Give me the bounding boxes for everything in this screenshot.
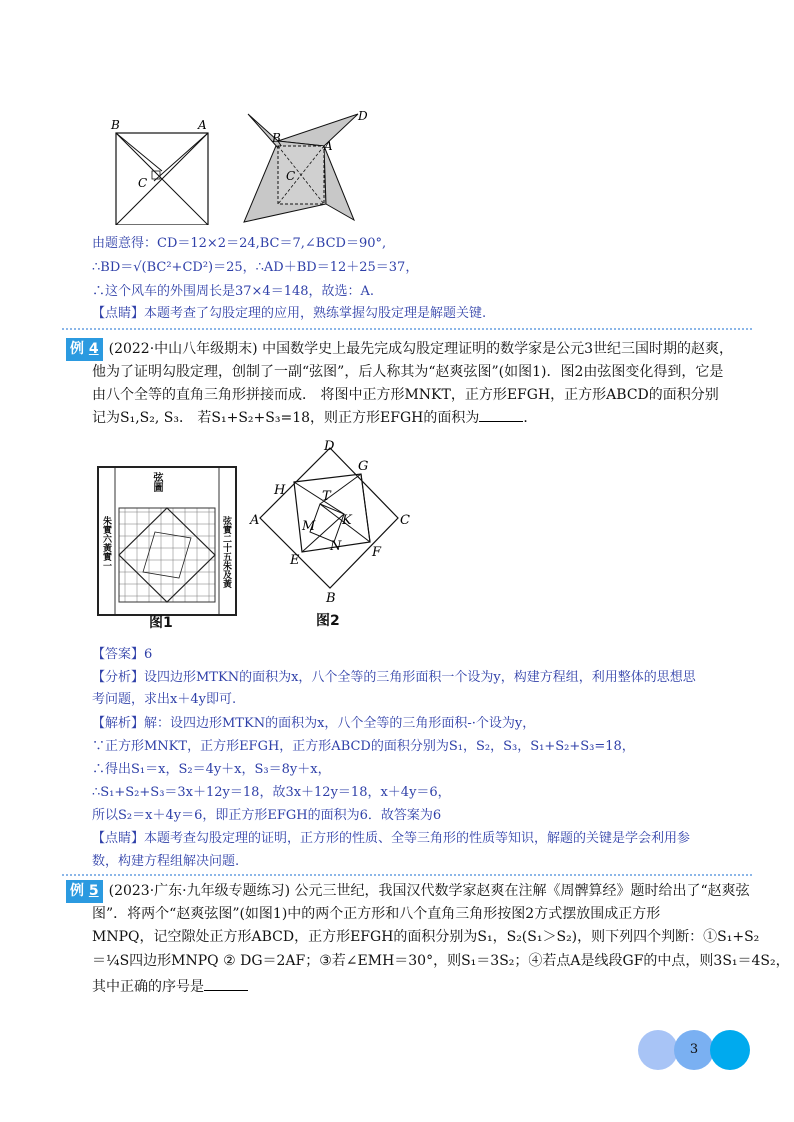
label-t: T — [322, 489, 331, 504]
fig1-right-text: 弦實二十五朱及黃 — [221, 516, 231, 588]
analysis-line: 【分析】设四边形MTKN的面积为x，八个全等的三角形面积一个设为y，构建方程组，利用整体的思想思 — [92, 670, 696, 685]
label-d: D — [324, 439, 335, 454]
example-4-line: 记为S₁,S₂, S₃． 若S₁+S₂+S₃=18，则正方形EFGH的面积为 ． — [92, 410, 538, 426]
solution-line: ∴S₁+S₂+S₃＝3x＋12y＝18，故3x＋12y＝18，x＋4y＝6， — [92, 785, 451, 800]
answer-line: 【答案】6 — [92, 647, 153, 662]
label-k: K — [342, 513, 352, 528]
note-line: 【点睛】本题考查了勾股定理的应用，熟练掌握勾股定理是解题关键. — [92, 306, 487, 321]
answer-blank — [204, 978, 248, 991]
fig1-title: 弦圖 — [151, 472, 162, 492]
fig1-caption: 图1 — [149, 615, 173, 631]
page-number-circle — [710, 1030, 750, 1070]
label-e: E — [290, 553, 300, 568]
answer-blank — [479, 409, 523, 422]
figure-2-diagram — [246, 438, 418, 604]
page-number: 3 — [689, 1042, 699, 1057]
label-a: A — [250, 513, 260, 528]
solution-line: 由题意得：CD＝12×2＝24,BC＝7,∠BCD＝90°, — [92, 236, 387, 251]
example-4-line: 由八个全等的直角三角形拼接而成． 将图中正方形MNKT，正方形EFGH，正方形ABCD的面积分别 — [92, 387, 719, 403]
label-d: D — [358, 109, 368, 123]
label-n: N — [330, 539, 342, 554]
figure-square-left — [108, 115, 218, 225]
example-5-line: 其中正确的序号是 — [92, 976, 248, 999]
note-line: 【点睛】本题考查勾股定理的证明，正方形的性质、全等三角形的性质等知识，解题的关键是学会利用参 — [92, 831, 691, 846]
solution-line: ∴BD＝√(BC²+CD²)＝25，∴AD＋BD＝12＋25＝37， — [92, 260, 419, 275]
figure-1-xiantu — [97, 466, 237, 616]
label-a: A — [198, 118, 207, 132]
example-5-line: MNPQ，记空隙处正方形ABCD，正方形EFGH的面积分别为S₁，S₂(S₁＞S₂)，则下列四个判断：①S₁+S₂ — [92, 929, 760, 945]
label-m: M — [302, 519, 316, 534]
example-4-line: 他为了证明勾股定理，创制了一副“弦图”，后人称其为“赵爽弦图”(如图1)．图2由弦图变化得到，它是 — [92, 364, 724, 380]
label-f: F — [372, 545, 382, 560]
label-g: G — [358, 459, 369, 474]
example-4-line: 例 4 (2022·中山八年级期末) 中国数学史上最先完成勾股定理证明的数学家是公元3世纪三国时期的赵爽， — [66, 338, 733, 361]
page-deco-circle — [638, 1030, 678, 1070]
solution-line: ∴这个风车的外围周长是37×4＝148，故选：A. — [92, 284, 375, 299]
fig1-left-text: 朱實六黃實一 — [101, 516, 111, 570]
divider — [62, 328, 752, 330]
analysis-line: 考问题，求出x＋4y即可. — [92, 692, 237, 707]
label-b: B — [326, 591, 336, 604]
label-b: B — [111, 118, 120, 132]
example-badge: 例 4 — [66, 338, 103, 361]
fig2-caption: 图2 — [316, 613, 340, 629]
example-5-line: 例 5 (2023·广东·九年级专题练习) 公元三世纪，我国汉代数学家赵爽在注解《周髀算经》题时给出了“赵爽弦 — [66, 880, 750, 903]
label-c: C — [138, 176, 148, 190]
divider — [62, 874, 752, 876]
label-b: B — [272, 131, 281, 145]
solution-line: 所以S₂＝x＋4y＝6，即正方形EFGH的面积为6．故答案为6 — [92, 808, 442, 823]
label-h: H — [274, 483, 286, 498]
label-c: C — [286, 169, 296, 183]
example-badge: 例 5 — [66, 880, 103, 903]
solution-line: ∴得出S₁＝x，S₂＝4y＋x，S₃＝8y＋x， — [92, 762, 331, 777]
solution-line: ∵正方形MNKT，正方形EFGH，正方形ABCD的面积分别为S₁，S₂，S₃，S₁+S₂+S₃=18， — [92, 739, 635, 754]
example-5-line: 图”．将两个“赵爽弦图”(如图1)中的两个正方形和八个直角三角形按图2方式摆放围成正方形 — [92, 906, 661, 922]
label-c: C — [400, 513, 410, 528]
figure-windmill — [234, 106, 374, 226]
example-5-line: ＝¼S四边形MNPQ ② DG＝2AF；③若∠EMH＝30°，则S₁＝3S₂；④若点A是线段GF的中点，则3S₁＝4S₂， — [92, 953, 790, 969]
note-line: 数，构建方程组解决问题. — [92, 854, 240, 869]
label-a: A — [324, 139, 333, 153]
solution-line: 【解析】解：设四边形MTKN的面积为x，八个全等的三角形面积-·个设为y， — [92, 716, 536, 731]
